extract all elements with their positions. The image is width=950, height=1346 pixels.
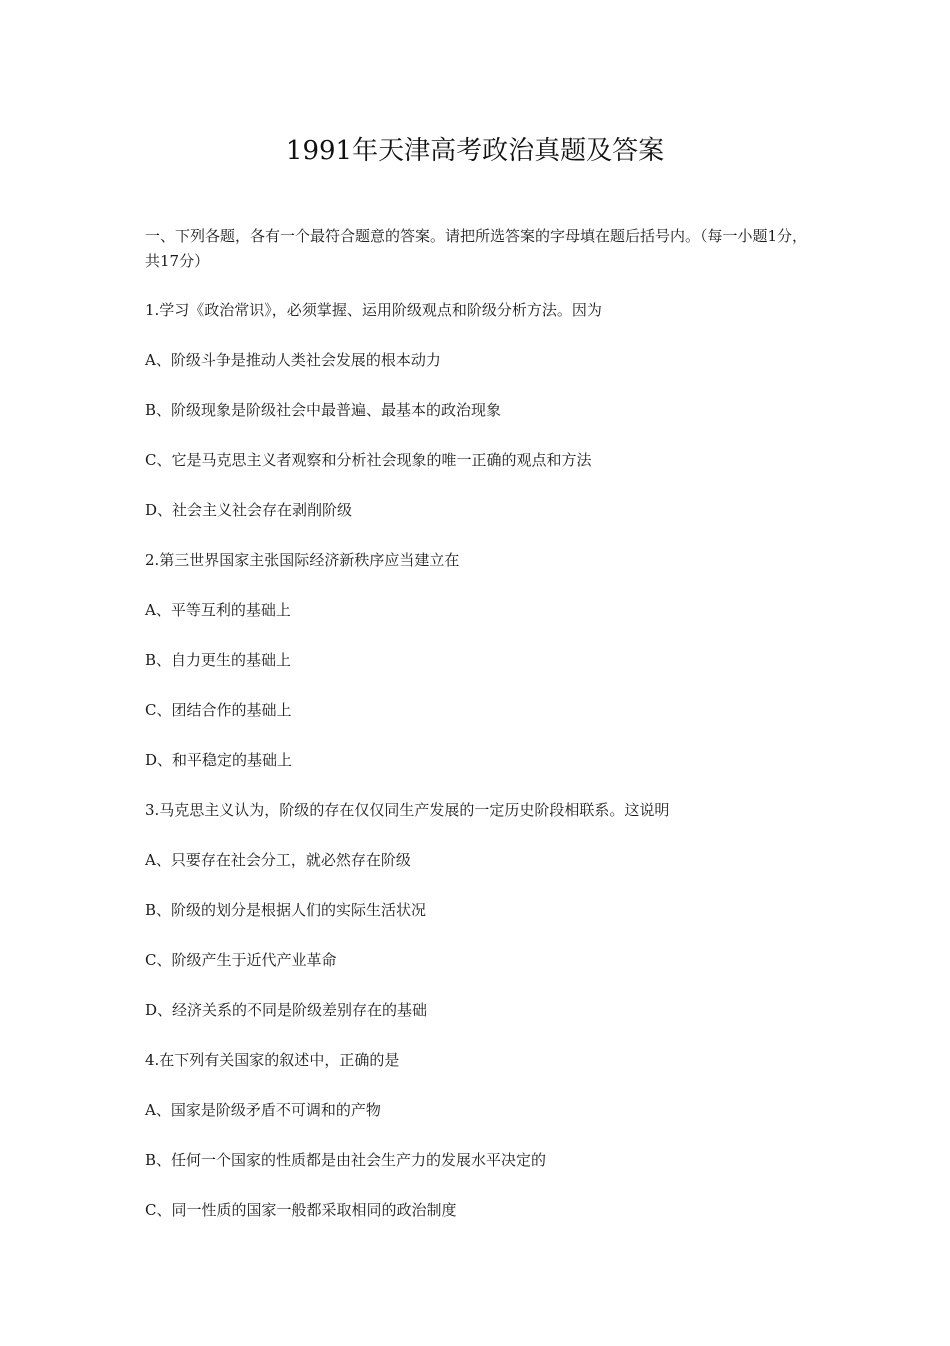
question-4-stem: 4.在下列有关国家的叙述中，正确的是 (145, 1051, 400, 1069)
question-2-stem: 2.第三世界国家主张国际经济新秩序应当建立在 (145, 551, 460, 569)
question-1-option-b: B、阶级现象是阶级社会中最普遍、最基本的政治现象 (145, 401, 502, 419)
question-4-option-c: C、同一性质的国家一般都采取相同的政治制度 (145, 1201, 457, 1219)
question-1-option-c: C、它是马克思主义者观察和分析社会现象的唯一正确的观点和方法 (145, 451, 592, 469)
document-title: 1991年天津高考政治真题及答案 (285, 136, 665, 166)
question-3-option-a: A、只要存在社会分工，就必然存在阶级 (145, 851, 411, 869)
section-intro: 一、下列各题，各有一个最符合题意的答案。请把所选答案的字母填在题后括号内。（每一小题1分，共17分） (145, 227, 808, 270)
question-2-option-d: D、和平稳定的基础上 (145, 751, 293, 769)
question-4-option-b: B、任何一个国家的性质都是由社会生产力的发展水平决定的 (145, 1151, 547, 1169)
question-2-option-a: A、平等互利的基础上 (145, 601, 291, 619)
question-1-option-d: D、社会主义社会存在剥削阶级 (145, 501, 353, 519)
question-3-option-d: D、经济关系的不同是阶级差别存在的基础 (145, 1001, 428, 1019)
question-3-option-b: B、阶级的划分是根据人们的实际生活状况 (145, 901, 427, 919)
question-4-option-a: A、国家是阶级矛盾不可调和的产物 (145, 1101, 381, 1119)
question-2-option-c: C、团结合作的基础上 (145, 701, 292, 719)
question-1-stem: 1.学习《政治常识》，必须掌握、运用阶级观点和阶级分析方法。因为 (145, 301, 602, 319)
question-3-stem: 3.马克思主义认为，阶级的存在仅仅同生产发展的一定历史阶段相联系。这说明 (145, 801, 670, 819)
question-1-option-a: A、阶级斗争是推动人类社会发展的根本动力 (145, 351, 441, 369)
question-2-option-b: B、自力更生的基础上 (145, 651, 292, 669)
question-3-option-c: C、阶级产生于近代产业革命 (145, 951, 337, 969)
